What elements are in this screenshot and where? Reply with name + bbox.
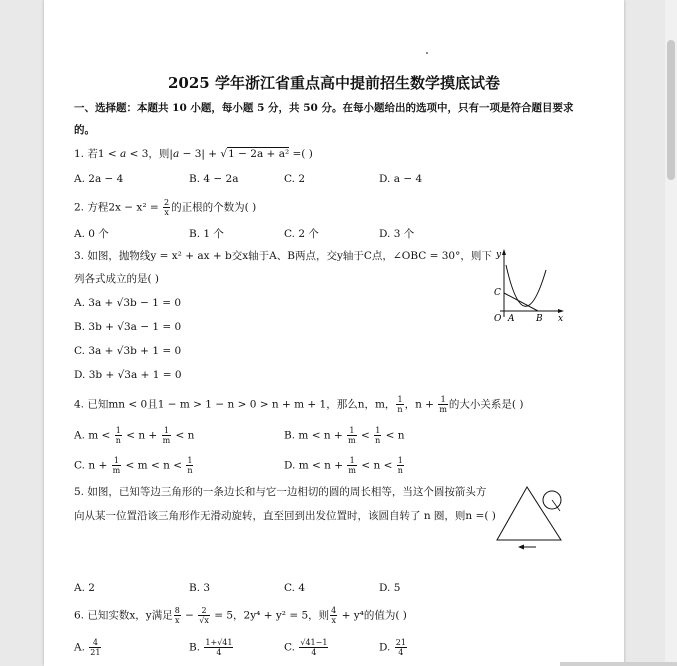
page-title: 2025 学年浙江省重点高中提前招生数学摸底试卷 (168, 74, 500, 92)
q1-option-d: D. a − 4 (379, 173, 423, 185)
q6-option-b: B. $\frac{1+√41}{4}$ (189, 638, 233, 657)
q4-mid: ，n + (404, 398, 438, 411)
q5-option-a: A. 2 (74, 582, 95, 594)
question-1-stem: 1. 若1 < a < 3，则|a − 3| + √1 − 2a + a² =( ) (74, 148, 313, 160)
q2-prefix: 2. 方程2x − x² = (74, 201, 163, 214)
q2-end: 的正根的个数为( ) (171, 201, 257, 214)
y-axis-arrow (502, 249, 506, 255)
q6-option-d: D. $\frac{21}{4}$ (379, 638, 406, 657)
q1-abs: − 3| + (179, 148, 221, 160)
question-5-stem-line2: 向从某一位置沿该三角形作无滑动旋转，直至回到出发位置时，该圆自转了 n 圈，则n =( ) (74, 510, 496, 522)
question-3-stem-line2: 列各式成立的是( ) (74, 273, 160, 285)
question-2-stem (74, 198, 256, 217)
q2-option-c: C. 2 个 (284, 228, 319, 240)
label-a: A (508, 314, 515, 324)
q4-option-a: A. m < $\frac{1}{n}$ < n + $\frac{1}{m}$ < n (74, 426, 195, 445)
section-heading-line1: 一、选择题：本题共 10 小题，每小题 5 分，共 50 分。在每小题给出的选项中，只有一项是符合题目要求 (74, 102, 574, 114)
q2-option-b: B. 1 个 (189, 228, 224, 240)
q5-option-d: D. 5 (379, 582, 401, 594)
question-4-stem (74, 395, 523, 414)
q6-option-c: C. $\frac{√41-1}{4}$ (284, 638, 328, 657)
direction-arrow-head (518, 545, 524, 550)
label-x: x (558, 314, 564, 324)
q3-option-b: B. 3b + √3a − 1 = 0 (74, 321, 182, 333)
q1-mid: < 3，则| (126, 148, 173, 160)
stray-dot (426, 52, 428, 54)
q3-option-c: C. 3a + √3b + 1 = 0 (74, 345, 182, 357)
label-y: y (496, 250, 502, 260)
q6-option-a: A. $\frac{4}{21}$ (74, 638, 101, 657)
exam-page (44, 0, 624, 666)
q1-prefix: 1. 若1 < (74, 148, 121, 160)
q4-option-b: B. m < n + $\frac{1}{m}$ < $\frac{1}{n}$ < n (284, 426, 405, 445)
question-6-stem: 6. 已知实数x，y满足 $\frac{8}{x}$ − $\frac{2}{√x}$ = 5，2y⁴ + y² = 5，则 $\frac{4}{x}$ + y⁴的值为( ) (74, 606, 407, 625)
q1-option-c: C. 2 (284, 173, 306, 185)
q4-option-d: D. m < n + $\frac{1}{m}$ < n < $\frac{1}{n}$ (284, 456, 403, 475)
parabola-curve (506, 265, 546, 306)
parabola-figure (494, 245, 569, 325)
q1-option-a: A. 2a − 4 (74, 173, 124, 185)
label-b: B (536, 314, 543, 324)
q2-option-a: A. 0 个 (74, 228, 109, 240)
q4-option-c: C. n + $\frac{1}{m}$ < m < n < $\frac{1}{n}$ (74, 456, 193, 475)
q5-option-b: B. 3 (189, 582, 211, 594)
q3-option-d: D. 3b + √3a + 1 = 0 (74, 369, 182, 381)
q6-fraction-2: $\frac{2}{√x}$ (199, 606, 209, 625)
q1-option-b: B. 4 − 2a (189, 173, 239, 185)
q2-option-d: D. 3 个 (379, 228, 415, 240)
q4-prefix: 4. 已知mn < 0且1 − m > 1 − n > 0 > n + m + 1，那么n，m， (74, 398, 396, 411)
q6-fraction-3: $\frac{4}{x}$ (331, 606, 337, 625)
q4-fraction-b: $\frac{1}{m}$ (439, 395, 447, 414)
vertical-scrollbar[interactable] (665, 0, 677, 666)
scrollbar-thumb[interactable] (667, 40, 675, 180)
q1-end: =( ) (289, 148, 313, 160)
question-5-stem-line1: 5. 如图，已知等边三角形的一条边长和与它一边相切的圆的周长相等，当这个圆按箭头方 (74, 486, 487, 498)
q4-fraction-a: $\frac{1}{n}$ (397, 395, 403, 414)
x-axis-arrow (558, 309, 564, 313)
label-c: C (494, 288, 501, 298)
q6-fraction-1: $\frac{8}{x}$ (174, 606, 180, 625)
equilateral-triangle (497, 487, 561, 540)
q2-fraction: $\frac{2}{x}$ (164, 198, 170, 217)
label-o: O (494, 314, 502, 324)
question-3-stem-line1: 3. 如图，抛物线y = x² + ax + b交x轴于A、B两点，交y轴于C点，∠OBC = 30°，则下 (74, 250, 492, 262)
q5-option-c: C. 4 (284, 582, 306, 594)
q3-option-a: A. 3a + √3b − 1 = 0 (74, 297, 182, 309)
q4-end: 的大小关系是( ) (448, 398, 524, 411)
q1-sqrt: 1 − 2a + a² (228, 148, 290, 160)
triangle-circle-figure (494, 482, 569, 554)
bottom-strip (560, 662, 677, 666)
section-heading-line2: 的。 (74, 124, 95, 136)
